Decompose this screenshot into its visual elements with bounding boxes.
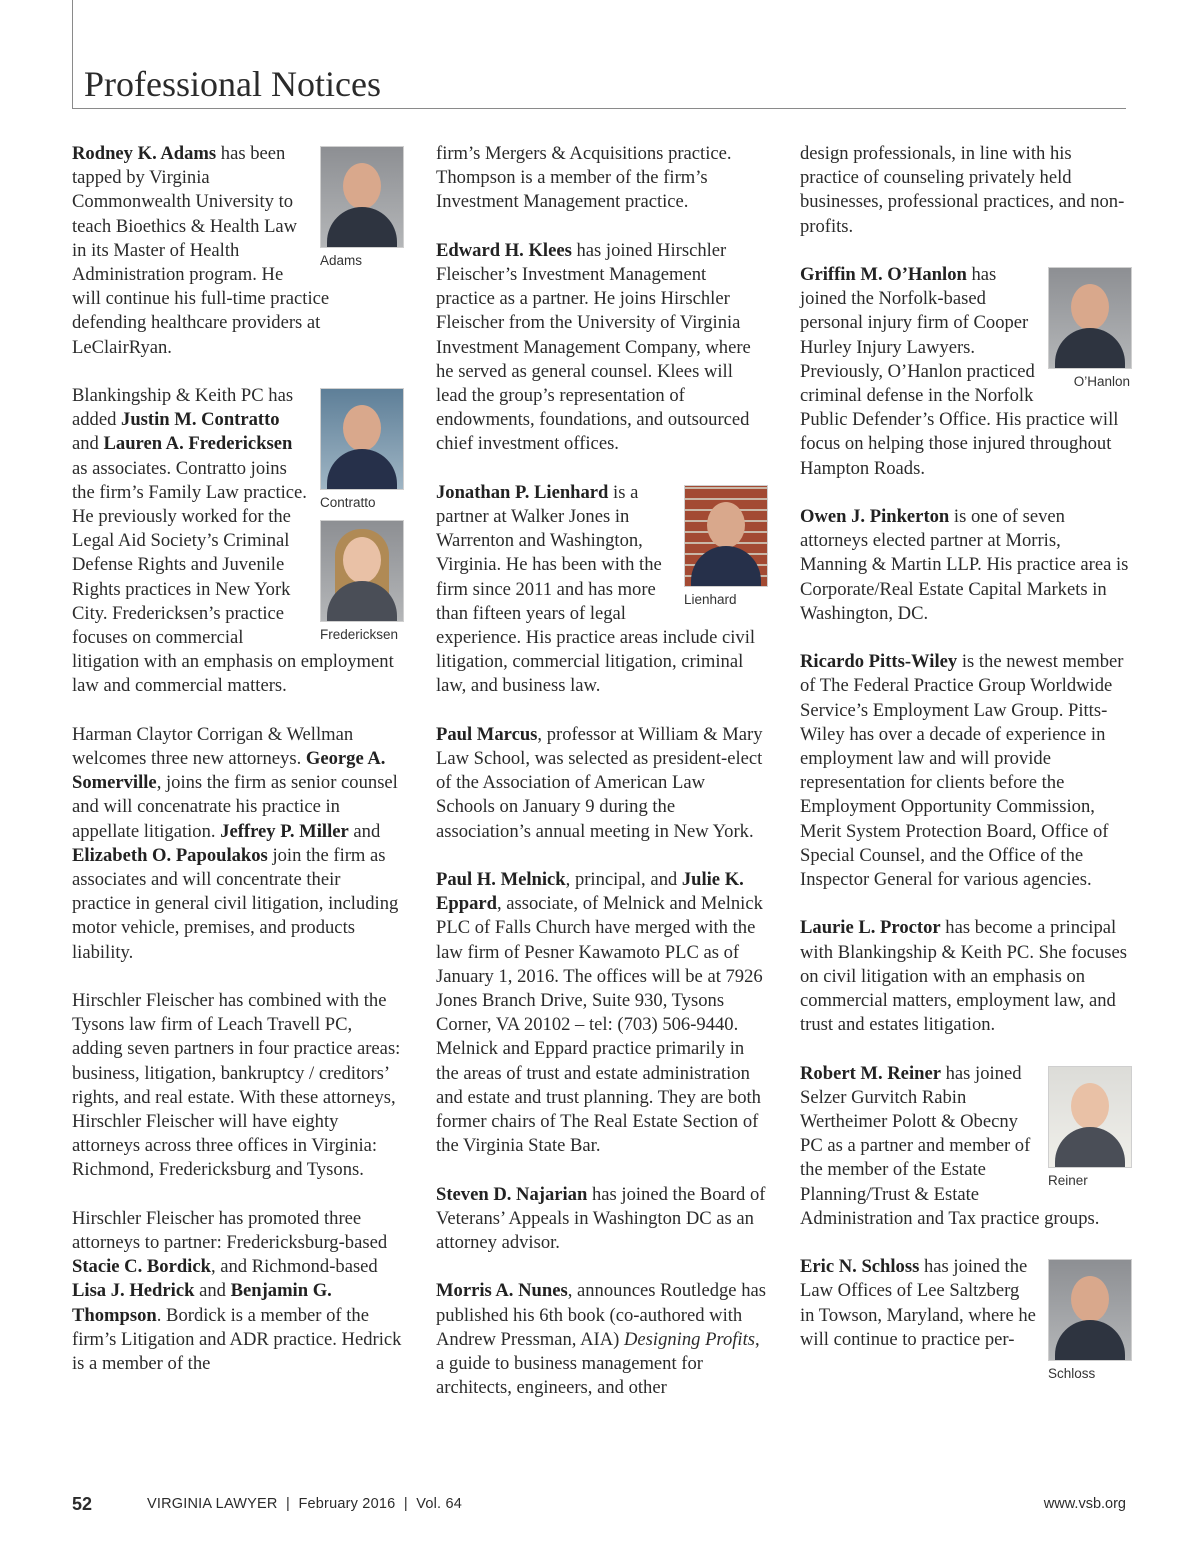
photo-caption-lienhard: Lienhard bbox=[684, 591, 737, 607]
notice-melnick: Paul H. Melnick, principal, and Julie K. Eppard, associate, of Melnick and Melnick PLC of Falls Church have merged with the law firm of Pesner Kawamoto PLC as of January 1, 2016. The offices will be at 7926 Jones Branch Drive, Suite 930, Tysons Corner, VA 20102 – tel: (703) 506-9440. Melnick and Eppard practice primarily in the areas of trust and estate administration and estate and trust planning. They are both former chairs of The Real Estate Section of the Virginia State Bar. bbox=[436, 869, 763, 1157]
notice-najarian: Steven D. Najarian has joined the Board of Veterans’ Appeals in Washington DC as an attorney advisor. bbox=[436, 1183, 766, 1254]
name-lauren-fredericksen: Lauren A. Fredericksen bbox=[103, 433, 293, 455]
name-rodney-adams: Rodney K. Adams bbox=[72, 143, 217, 164]
name-morris-nunes: Morris A. Nunes bbox=[436, 1280, 568, 1302]
notice-lienhard: Lienhard Jonathan P. Lienhard is a partner at Walker Jones in Warrenton and Washington, Virginia. He has been with the firm since 2011 and has more than fifteen years of legal experience. His practice areas include civil litigation, commercial litigation, criminal law, and business law. bbox=[436, 481, 766, 699]
name-laurie-proctor: Laurie L. Proctor bbox=[800, 917, 941, 939]
page-footer bbox=[72, 1494, 1126, 1518]
notice-schloss: Schloss Eric N. Schloss has joined the Law Offices of Lee Saltzberg in Towson, Maryland, where he will continue to practice per- bbox=[800, 1255, 1130, 1352]
name-robert-reiner: Robert M. Reiner bbox=[800, 1062, 941, 1084]
notice-pinkerton: Owen J. Pinkerton is one of seven attorneys elected partner at Morris, Manning & Martin LLP. His practice area is Corporate/Real Estate Capital Markets in Washington, DC. bbox=[800, 506, 1129, 624]
notice-adams: Adams Rodney K. Adams has been tapped by Virginia Commonwealth University to teach Bioethics & Health Law in its Master of Health Administration program. He will continue his full-time practice defending healthcare providers at LeClairRyan. bbox=[72, 142, 402, 360]
page-number: 52 bbox=[72, 1494, 93, 1514]
notice-klees: Edward H. Klees has joined Hirschler Fleischer’s Investment Management practice as a partner. He joins Hirschler Fleischer from the University of Virginia Investment Management Company, where he served as general counsel. Klees will lead the group’s representation of endowments, foundations, and outsourced chief investment offices. bbox=[436, 239, 751, 455]
notice-harman-claytor: Harman Claytor Corrigan & Wellman welcomes three new attorneys. George A. Somerville, joins the firm as senior counsel and will concenatrate his practice in appellate litigation. Jeffrey P. Miller and Elizabeth O. Papoulakos join the firm as associates and will concentrate their practice in general civil litigation, including motor vehicle, premises, and products liability. bbox=[72, 723, 399, 963]
notice-hirschler-continued: firm’s Mergers & Acquisitions practice. Thompson is a member of the firm’s Investment Management practice. bbox=[436, 143, 732, 213]
name-julie-eppard: Julie K. Eppard bbox=[436, 869, 744, 915]
notice-nunes-continued: design professionals, in line with his practice of counseling privately held businesses, professional practices, and non-profits. bbox=[800, 143, 1125, 237]
name-paul-marcus: Paul Marcus bbox=[436, 723, 538, 745]
name-griffin-ohanlon: Griffin M. O’Hanlon bbox=[800, 264, 967, 285]
photo-caption-reiner: Reiner bbox=[1048, 1172, 1088, 1188]
notice-hirschler-combined: Hirschler Fleischer has combined with the Tysons law firm of Leach Travell PC, adding seven partners in four practice areas: business, litigation, bankruptcy / creditors’ rights, and real estate. With these attorneys, Hirschler Fleischer will have eighty attorneys across three offices in Virginia: Richmond, Fredericksburg and Tysons. bbox=[72, 990, 401, 1181]
portrait-schloss bbox=[1048, 1259, 1132, 1361]
portrait-ohanlon bbox=[1048, 267, 1132, 369]
photo-caption-ohanlon: O’Hanlon bbox=[1073, 374, 1130, 389]
photo-schloss bbox=[1048, 1259, 1130, 1383]
name-justin-contratto: Justin M. Contratto bbox=[121, 409, 280, 431]
photo-caption-schloss: Schloss bbox=[1048, 1366, 1096, 1382]
name-jeffrey-miller: Jeffrey P. Miller bbox=[220, 820, 349, 842]
portrait-lienhard bbox=[684, 485, 768, 587]
name-lisa-hedrick: Lisa J. Hedrick bbox=[72, 1280, 195, 1302]
name-eric-schloss: Eric N. Schloss bbox=[800, 1256, 920, 1278]
header-rule bbox=[72, 108, 1126, 109]
name-benjamin-thompson: Benjamin G. Thompson bbox=[72, 1280, 332, 1326]
portrait-adams bbox=[320, 146, 404, 248]
notice-ohanlon: O’Hanlon Griffin M. O’Hanlon has joined the Norfolk-based personal injury firm of Cooper Hurley Injury Lawyers. Previously, O’Hanlon practiced criminal defense in the Norfolk Public Defender’s Office. His practice will focus on helping those injured throughout Hampton Roads. bbox=[800, 264, 1130, 479]
name-george-somerville: George A. Somerville bbox=[72, 748, 386, 794]
photo-caption-contratto: Contratto bbox=[320, 495, 376, 511]
column-2 bbox=[436, 142, 766, 1425]
notice-blankingship: Contratto Fredericksen Blankingship & Keith PC has added Justin M. Contratto and Lauren A. Fredericksen as associates. Contratto joins the firm’s Family Law practice. He previously worked for the Legal Aid Society’s Criminal Defense Rights and Juvenile Rights practices in New York City. Fredericksen’s practice focuses on commercial litigation with an emphasis on employment law and commercial matters. bbox=[72, 384, 402, 699]
publication-info: VIRGINIA LAWYER | February 2016 | Vol. 64 bbox=[147, 1496, 462, 1512]
notice-pitts-wiley: Ricardo Pitts-Wiley is the newest member of The Federal Practice Group Worldwide Service’s Employment Law Group. Pitts-Wiley has over a decade of experience in employment law and will provide representation for clients before the Employment Opportunity Commission, Merit System Protection Board, Office of Special Counsel, and the Office of the Inspector General for various agencies. bbox=[800, 651, 1124, 891]
photo-lienhard bbox=[684, 485, 766, 609]
header-vertical-rule bbox=[72, 0, 73, 108]
name-owen-pinkerton: Owen J. Pinkerton bbox=[800, 506, 950, 528]
portrait-reiner bbox=[1048, 1066, 1132, 1168]
notice-hirschler-promoted: Hirschler Fleischer has promoted three attorneys to partner: Fredericksburg-based Stacie C. Bordick, and Richmond-based Lisa J. Hedrick and Benjamin G. Thompson. Bordick is a member of the firm’s Litigation and ADR practice. Hedrick is a member of the bbox=[72, 1207, 402, 1375]
photo-fredericksen bbox=[320, 520, 402, 644]
portrait-contratto bbox=[320, 388, 404, 490]
column-1 bbox=[72, 142, 402, 1400]
photo-caption-fredericksen: Fredericksen bbox=[320, 627, 399, 643]
photo-adams bbox=[320, 146, 402, 270]
name-steven-najarian: Steven D. Najarian bbox=[436, 1183, 588, 1205]
name-ricardo-pitts-wiley: Ricardo Pitts-Wiley bbox=[800, 651, 958, 673]
notice-reiner: Reiner Robert M. Reiner has joined Selzer Gurvitch Rabin Wertheimer Polott & Obecny PC as a partner and member of the member of the Estate Planning/Trust & Estate Administration and Tax practice groups. bbox=[800, 1062, 1130, 1231]
photo-ohanlon bbox=[1048, 267, 1130, 391]
website-link[interactable]: www.vsb.org bbox=[1043, 1496, 1126, 1512]
portrait-fredericksen bbox=[320, 520, 404, 622]
name-stacie-bordick: Stacie C. Bordick bbox=[72, 1256, 211, 1278]
photo-contratto bbox=[320, 388, 402, 512]
name-elizabeth-papoulakos: Elizabeth O. Papoulakos bbox=[72, 844, 268, 866]
name-paul-melnick: Paul H. Melnick bbox=[436, 869, 566, 891]
notice-proctor: Laurie L. Proctor has become a principal with Blankingship & Keith PC. She focuses on civil litigation with an emphasis on commercial matters, employment law, and trust and estates litigation. bbox=[800, 917, 1127, 1036]
photo-reiner bbox=[1048, 1066, 1130, 1190]
notice-nunes: Morris A. Nunes, announces Routledge has published his 6th book (co-authored with Andrew Pressman, AIA) Designing Profits, a guide to business management for architects, engineers, and other bbox=[436, 1280, 766, 1399]
name-edward-klees: Edward H. Klees bbox=[436, 239, 572, 261]
page-title: Professional Notices bbox=[84, 64, 381, 104]
photo-caption-adams: Adams bbox=[320, 253, 363, 268]
book-title: Designing Profits bbox=[623, 1328, 756, 1350]
notice-marcus: Paul Marcus, professor at William & Mary Law School, was selected as president-elect of the Association of American Law Schools on January 9 during the association’s annual meeting in New York. bbox=[436, 723, 763, 842]
name-jonathan-lienhard: Jonathan P. Lienhard bbox=[436, 481, 609, 503]
column-3 bbox=[800, 142, 1130, 1387]
